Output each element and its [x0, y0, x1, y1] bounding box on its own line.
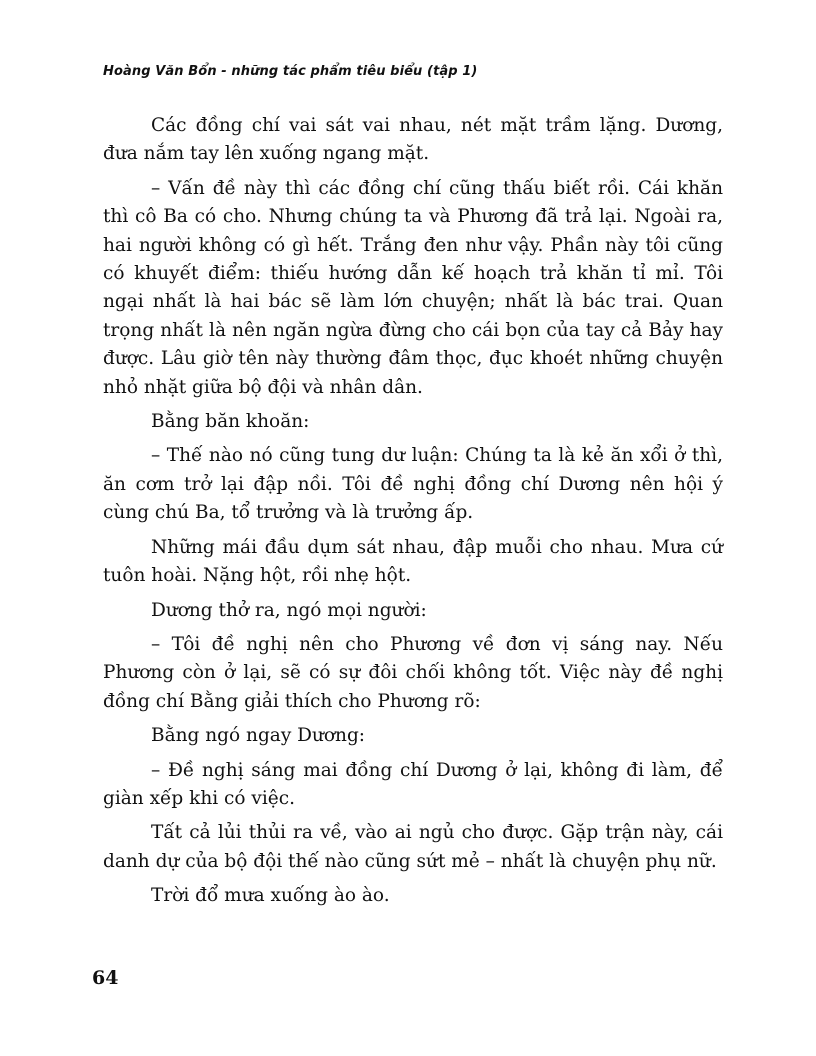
page-number: 64: [92, 967, 119, 989]
paragraph: – Đề nghị sáng mai đồng chí Dương ở lại, không đi làm, để giàn xếp khi có việc.: [103, 759, 723, 809]
paragraph: – Tôi đề nghị nên cho Phương về đơn vị sáng nay. Nếu Phương còn ở lại, sẽ có sự đôi chối không tốt. Việc này đề nghị đồng chí Bằng giải thích cho Phương rõ:: [103, 633, 723, 712]
paragraph: – Thế nào nó cũng tung dư luận: Chúng ta là kẻ ăn xổi ở thì, ăn cơm trở lại đập nồi. Tôi đề nghị đồng chí Dương nên hội ý cùng chú Ba, tổ trưởng và là trưởng ấp.: [103, 445, 723, 524]
paragraph: Trời đổ mưa xuống ào ào.: [151, 885, 390, 907]
paragraph: Bằng ngó ngay Dương:: [151, 725, 366, 747]
body-text: [103, 112, 723, 917]
paragraph: Bằng băn khoăn:: [151, 411, 310, 433]
running-header: Hoàng Văn Bổn - những tác phẩm tiêu biểu (tập 1): [103, 64, 478, 79]
paragraph: – Vấn đề này thì các đồng chí cũng thấu biết rồi. Cái khăn thì cô Ba có cho. Nhưng chúng ta và Phương đã trả lại. Ngoài ra, hai người không có gì hết. Trắng đen như vậy. Phần này tôi cũng có khuyết điểm: thiếu hướng dẫn kế hoạch trả khăn tỉ mỉ. Tôi ngại nhất là hai bác sẽ làm lớn chuyện; nhất là bác trai. Quan trọng nhất là nên ngăn ngừa đừng cho cái bọn của tay cả Bảy hay được. Lâu giờ tên này thường đâm thọc, đục khoét những chuyện nhỏ nhặt giữa bộ đội và nhân dân.: [103, 177, 723, 398]
paragraph: Tất cả lủi thủi ra về, vào ai ngủ cho được. Gặp trận này, cái danh dự của bộ đội thế nào cũng sứt mẻ – nhất là chuyện phụ nữ.: [103, 822, 723, 872]
paragraph: Những mái đầu dụm sát nhau, đập muỗi cho nhau. Mưa cứ tuôn hoài. Nặng hột, rồi nhẹ hột.: [103, 536, 723, 587]
paragraph: Các đồng chí vai sát vai nhau, nét mặt trầm lặng. Dương, đưa nắm tay lên xuống ngang mặt.: [103, 115, 723, 165]
paragraph: Dương thở ra, ngó mọi người:: [151, 599, 427, 621]
